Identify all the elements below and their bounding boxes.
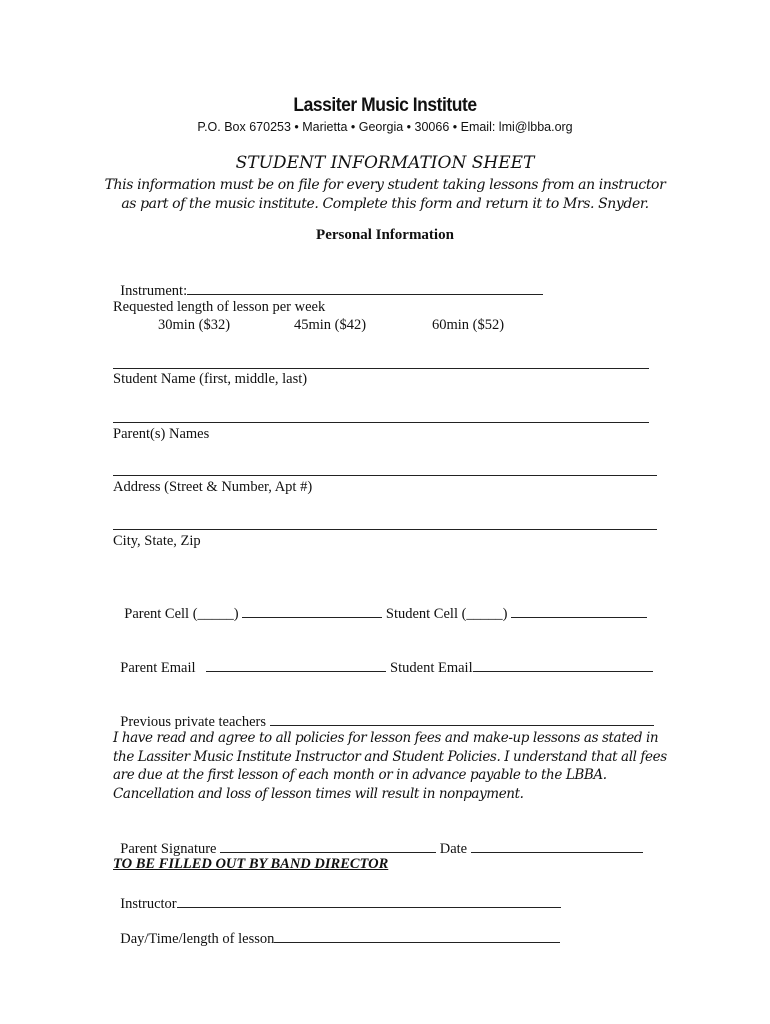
signature-row bbox=[113, 821, 643, 858]
student-cell-label: Student Cell (_____) bbox=[385, 606, 508, 622]
director-heading: TO BE FILLED OUT BY BAND DIRECTOR bbox=[113, 856, 389, 872]
instructor-field[interactable] bbox=[177, 893, 561, 908]
instructor-label: Instructor bbox=[120, 896, 177, 912]
option-60min[interactable]: 60min ($52) bbox=[432, 317, 505, 333]
day-time-label: Day/Time/length of lesson bbox=[120, 931, 275, 947]
day-time-row bbox=[113, 911, 560, 948]
date-label: Date bbox=[439, 841, 468, 857]
email-row bbox=[113, 640, 653, 677]
address-field[interactable] bbox=[113, 463, 657, 476]
phone-row bbox=[117, 586, 647, 623]
agreement-text: I have read and agree to all policies for lesson fees and make-up lessons as stated in the Lassiter Music Institute Instructor and Student Policies. I understand that all fees are due at the first lesson of each month or in advance payable to the LBBA. Cancellation and loss of lesson times will result in nonpayment. bbox=[113, 730, 667, 802]
student-name-label: Student Name (first, middle, last) bbox=[113, 371, 308, 387]
instructor-row bbox=[113, 876, 561, 913]
contact-line: P.O. Box 670253 • Marietta • Georgia • 30066 • Email: lmi@lbba.org bbox=[197, 120, 573, 134]
previous-teachers-label: Previous private teachers bbox=[120, 714, 267, 730]
parent-names-field[interactable] bbox=[113, 410, 649, 423]
instrument-row bbox=[113, 263, 543, 300]
parent-cell-label: Parent Cell (_____) bbox=[124, 606, 239, 622]
sheet-title: STUDENT INFORMATION SHEET bbox=[235, 153, 535, 173]
student-email-label: Student Email bbox=[390, 660, 473, 676]
option-45min[interactable]: 45min ($42) bbox=[294, 317, 367, 333]
lesson-length-label: Requested length of lesson per week bbox=[113, 299, 326, 315]
instrument-field[interactable] bbox=[187, 280, 543, 295]
parent-email-label: Parent Email bbox=[120, 660, 196, 676]
student-name-field[interactable] bbox=[113, 356, 649, 369]
date-field[interactable] bbox=[471, 838, 643, 853]
student-email-field[interactable] bbox=[473, 657, 653, 672]
city-state-zip-label: City, State, Zip bbox=[113, 533, 201, 549]
section-title: Personal Information bbox=[316, 227, 454, 243]
option-30min[interactable]: 30min ($32) bbox=[158, 317, 231, 333]
instrument-label: Instrument: bbox=[120, 283, 188, 299]
parent-email-field[interactable] bbox=[206, 657, 386, 672]
student-cell-field[interactable] bbox=[511, 603, 647, 618]
previous-teachers-field[interactable] bbox=[270, 711, 654, 726]
previous-teachers-row bbox=[113, 694, 654, 731]
organization-name: Lassiter Music Institute bbox=[293, 95, 477, 116]
address-label: Address (Street & Number, Apt #) bbox=[113, 479, 313, 495]
parent-names-label: Parent(s) Names bbox=[113, 426, 210, 442]
city-state-zip-field[interactable] bbox=[113, 517, 657, 530]
parent-cell-field[interactable] bbox=[242, 603, 382, 618]
day-time-field[interactable] bbox=[274, 928, 560, 943]
intro-text: This information must be on file for every student taking lessons from an instructor as part of the music institute. Complete this form and return it to Mrs. Snyder. bbox=[104, 177, 666, 212]
parent-signature-label: Parent Signature bbox=[120, 841, 217, 857]
parent-signature-field[interactable] bbox=[220, 838, 436, 853]
